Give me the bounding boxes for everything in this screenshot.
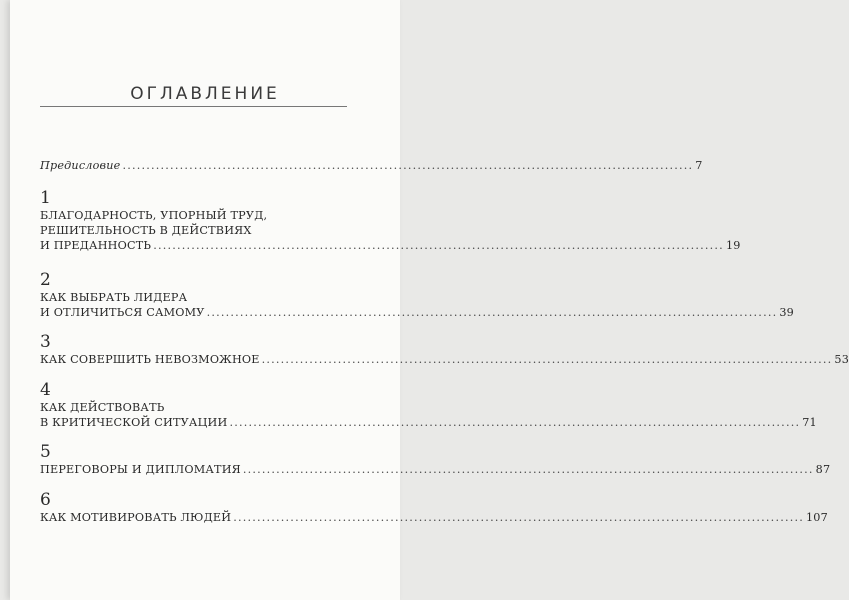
toc-entry-chapter-1 xyxy=(40,188,741,253)
preface-page: 7 xyxy=(695,159,703,172)
toc-entry-chapter-2 xyxy=(40,270,794,320)
leader-dots: ........................................................................................................................ xyxy=(261,353,833,366)
leader-dots: ........................................................................................................................ xyxy=(233,511,804,524)
chapter-title-line: РЕШИТЕЛЬНОСТЬ В ДЕЙСТВИЯХ xyxy=(40,224,252,237)
toc-entry-preface xyxy=(40,158,703,173)
chapter-page: 53 xyxy=(834,353,849,366)
chapter-page: 71 xyxy=(802,416,817,429)
chapter-title-line: ПЕРЕГОВОРЫ И ДИПЛОМАТИЯ xyxy=(40,463,241,476)
leader-dots: ........................................................................................................................ xyxy=(242,463,814,476)
preface-title: Предисловие xyxy=(40,159,121,172)
chapter-number: 3 xyxy=(40,332,51,352)
chapter-page: 39 xyxy=(779,306,794,319)
leader-dots: ........................................................................................................................ xyxy=(229,416,801,429)
toc-entry-chapter-3 xyxy=(40,332,849,367)
book-page xyxy=(10,0,849,600)
leader-dots: ........................................................................................................................ xyxy=(153,239,724,252)
toc-entry-chapter-5 xyxy=(40,442,831,477)
heading-rule xyxy=(40,106,347,107)
chapter-title-line: И ПРЕДАННОСТЬ xyxy=(40,239,152,252)
chapter-number: 6 xyxy=(40,490,51,510)
chapter-number: 1 xyxy=(40,188,51,208)
toc-entry-chapter-6 xyxy=(40,490,828,525)
leader-dots: ........................................................................................................................ xyxy=(206,306,778,319)
toc-entry-chapter-4 xyxy=(40,380,817,430)
chapter-title-line: И ОТЛИЧИТЬСЯ САМОМУ xyxy=(40,306,205,319)
chapter-page: 87 xyxy=(815,463,831,476)
leader-dots: ........................................................................................................................ xyxy=(122,159,694,172)
chapter-title-line: В КРИТИЧЕСКОЙ СИТУАЦИИ xyxy=(40,416,228,429)
toc-heading: ОГЛАВЛЕНИЕ xyxy=(130,84,280,104)
chapter-title-line: КАК СОВЕРШИТЬ НЕВОЗМОЖНОЕ xyxy=(40,353,260,366)
chapter-page: 107 xyxy=(805,511,828,524)
chapter-title-line: КАК МОТИВИРОВАТЬ ЛЮДЕЙ xyxy=(40,511,232,524)
chapter-title-line: КАК ДЕЙСТВОВАТЬ xyxy=(40,401,165,414)
chapter-title-line: БЛАГОДАРНОСТЬ, УПОРНЫЙ ТРУД, xyxy=(40,209,268,222)
chapter-number: 2 xyxy=(40,270,51,290)
chapter-number: 5 xyxy=(40,442,51,462)
chapter-number: 4 xyxy=(40,380,51,400)
chapter-page: 19 xyxy=(725,239,741,252)
chapter-title-line: КАК ВЫБРАТЬ ЛИДЕРА xyxy=(40,291,188,304)
